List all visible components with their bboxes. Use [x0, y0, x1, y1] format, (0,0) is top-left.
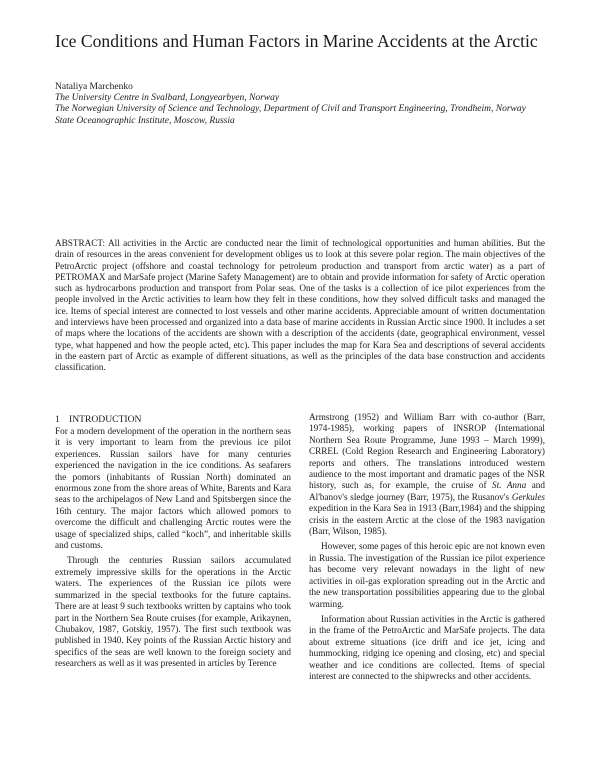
paragraph-3-start: Armstrong (1952) and William Barr with co-author (Barr, 1974-1985), working papers of INSROP (International Northern Sea Route Programme, June 1993 – March 1999), CRREL (Cold Region Research and Engineering Laboratory) reports and others. The translations introduced western audience to the most important and dramatic pages of the NSR history, such as, for example, the cruise of — [309, 412, 545, 491]
right-column — [309, 412, 545, 682]
paragraph-3-middle: and Al'banov's sledge journey (Barr, 1975), the Rusanov's — [309, 480, 545, 502]
ship-name-gerkules: Gerkules — [511, 491, 545, 502]
section-number: 1 — [55, 414, 60, 425]
intro-paragraph-4: However, some pages of this heroic epic are not known even in Russia. The investigation of the Russian ice pilot experience has become very relevant nowadays in the light of new activities in oil-gas exploration spreading out in the Arctic and the new transportation possibilities appearing due to the global warming. — [309, 541, 545, 609]
affiliation-ntnu: The Norwegian University of Science and Technology, Department of Civil and Transport Engineering, Trondheim, Norway — [55, 104, 526, 115]
paper-title: Ice Conditions and Human Factors in Marine Accidents at the Arctic — [55, 31, 538, 51]
section-heading — [55, 414, 291, 426]
intro-paragraph-5: Information about Russian activities in the Arctic is gathered in the frame of the PetroArctic and MarSafe projects. The data about extreme situations (ice drift and ice jet, icing and hummocking, ridging ice opening and closing, etc) and special weather and ice conditions are collected. Items of special interest are connected to the shipwrecks and other accidents. — [309, 613, 545, 681]
section-title: INTRODUCTION — [69, 414, 142, 425]
affiliation-soi: State Oceanographic Institute, Moscow, Russia — [55, 115, 235, 126]
intro-paragraph-3 — [309, 412, 545, 537]
paragraph-3-end: expedition in the Kara Sea in 1913 (Barr,1984) and the shipping crisis in the eastern Arctic at the close of the 1983 navigation (Barr, Wilson, 1985). — [309, 503, 545, 537]
abstract: ABSTRACT: All activities in the Arctic are conducted near the limit of technological opportunities and human abilities. But the drain of resources in the areas convenient for development obliges us to look at this severe polar region. The main objectives of the PetroArctic project (offshore and coastal technology for petroleum production and transport from arctic water) as a part of PETROMAX and MarSafe project (Marine Safety Management) are to obtain and provide information for safety of Arctic operation such as hydrocarbons production and transport from Polar seas. One of the tasks is a collection of ice pilot experiences from the people involved in the Arctic activities to learn how they felt in these conditions, how they solved difficult tasks and managed the ice. Items of special interest are connected to lost vessels and other marine accidents. Appreciable amount of written documentation and interviews have been processed and organized into a data base of marine accidents in Russian Arctic since 1900. It includes a set of maps where the locations of the accidents are shown with a description of the accidents (date, geographical environment, vessel type, what happened and how the people acted, etc). This paper includes the map for Kara Sea and descriptions of several accidents in the eastern part of Arctic as example of different situations, as well as the principles of the data base construction and accidents classification. — [55, 238, 545, 373]
affiliation-svalbard: The University Centre in Svalbard, Longyearbyen, Norway — [55, 93, 280, 104]
left-column — [55, 414, 291, 670]
ship-name-st-anna: St. Anna — [492, 480, 527, 491]
author-block — [55, 82, 555, 127]
author-name: Nataliya Marchenko — [55, 82, 133, 92]
intro-paragraph-1: For a modern development of the operation in the northern seas it is very important to learn from the previous ice pilot experiences. Russian sailors have for many centuries experienced the navigation in the ice conditions. As seafarers the pomors (inhabitants of Russian North) dominated an enormous zone from the shore areas of White, Barents and Kara seas to the archipelagos of New Land and Spitsbergen since the 16th century. The major factors which allowed pomors to overcome the difficult and challenging Arctic routes were the usage of specialized ships, called “koch”, and inheritable skills and customs. — [55, 426, 291, 551]
intro-paragraph-2: Through the centuries Russian sailors accumulated extremely impressive skills for the operations in the Arctic waters. The experiences of the Russian ice pilots were summarized in the special textbooks for the future captains. There are at least 9 such textbooks written by captains who took part in the Northern Sea Route cruises (for example, Arikaynen, Chubakov, 1987, Gotskiy, 1957). The first such textbook was published in 1940. Key points of the Russian Arctic history and specifics of the seas are well known to the foreign society and researchers as well as it was presented in articles by Terence — [55, 555, 291, 669]
